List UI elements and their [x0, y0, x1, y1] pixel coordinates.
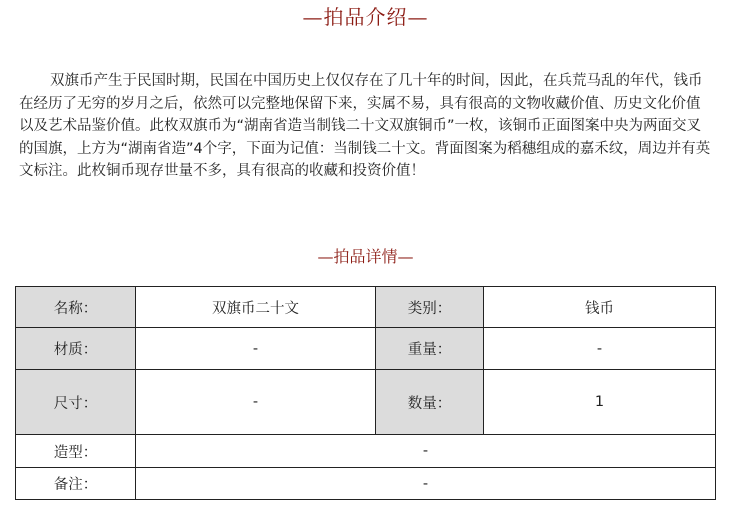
- name-label: 名称：: [16, 287, 136, 328]
- table-row: [16, 468, 716, 500]
- material-label: 材质：: [16, 328, 136, 370]
- intro-paragraph: 双旗币产生于民国时期，民国在中国历史上仅仅存在了几十年的时间，因此，在兵荒马乱的年代，钱币在经历了无穷的岁月之后，依然可以完整地保留下来，实属不易，具有很高的文物收藏价值、历史文化价值以及艺术品鉴价值。此枚双旗币为“湖南省造当制钱二十文双旗铜币”一枚，该铜币正面图案中央为两面交叉的国旗，上方为“湖南省造”4个字，下面为记值：当制钱二十文。背面图案为稻穗组成的嘉禾纹，周边并有英文标注。此枚铜币现存世量不多，具有很高的收藏和投资价值！: [19, 73, 711, 179]
- size-label: 尺寸：: [16, 370, 136, 435]
- shape-value: -: [136, 435, 716, 468]
- weight-value: -: [484, 328, 716, 370]
- remarks-value: -: [136, 468, 716, 500]
- shape-label: 造型：: [16, 435, 136, 468]
- remarks-label: 备注：: [16, 468, 136, 500]
- table-row: [16, 328, 716, 370]
- details-table: [15, 286, 716, 500]
- table-row: [16, 287, 716, 328]
- material-value: -: [136, 328, 376, 370]
- quantity-label: 数量：: [376, 370, 484, 435]
- quantity-value: 1: [484, 370, 716, 435]
- category-value: 钱币: [484, 287, 716, 328]
- table-row: [16, 370, 716, 435]
- name-value: 双旗币二十文: [136, 287, 376, 328]
- table-row: [16, 435, 716, 468]
- size-value: -: [136, 370, 376, 435]
- details-section-title: —拍品详情—: [317, 247, 414, 266]
- intro-section-title: —拍品介绍—: [302, 5, 429, 29]
- weight-label: 重量：: [376, 328, 484, 370]
- category-label: 类别：: [376, 287, 484, 328]
